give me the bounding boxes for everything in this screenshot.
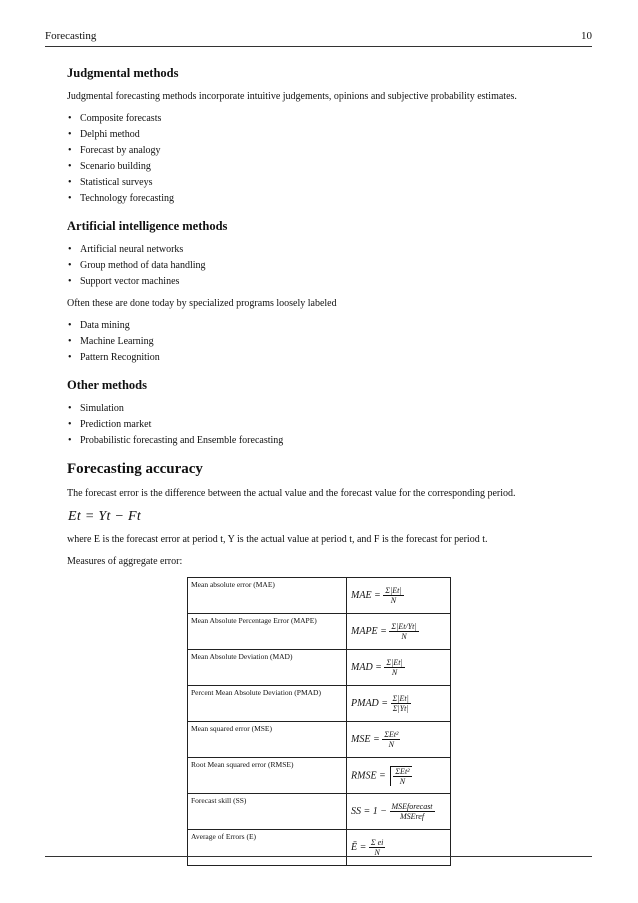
list-item: • Support vector machines: [68, 276, 180, 287]
judgmental-intro: Judgmental forecasting methods incorporate intuitive judgements, opinions and subjective probability estimates.: [67, 91, 517, 102]
judgmental-list: [67, 112, 567, 205]
running-header: [45, 30, 592, 47]
table-row: [188, 794, 451, 830]
list-item: • Pattern Recognition: [68, 352, 160, 363]
list-item: • Delphi method: [68, 129, 140, 140]
table-row: [188, 830, 451, 866]
ai-list: [67, 243, 567, 288]
table-row: [188, 650, 451, 686]
measure-name: Mean Absolute Percentage Error (MAPE): [188, 614, 347, 650]
table-row: [188, 686, 451, 722]
measure-name: Mean squared error (MSE): [188, 722, 347, 758]
error-measures-table: [187, 577, 451, 866]
other-list: [67, 402, 567, 447]
measure-name: Root Mean squared error (RMSE): [188, 758, 347, 794]
measure-formula: MAD = $\frac{\Sigma|Et|}{N}$: [347, 650, 451, 686]
accuracy-intro: The forecast error is the difference between the actual value and the forecast value for the corresponding period.: [67, 488, 516, 499]
measure-name: Average of Errors (E): [188, 830, 347, 866]
table-row: [188, 578, 451, 614]
list-item: • Composite forecasts: [68, 113, 162, 124]
ai-note: Often these are done today by specialized programs loosely labeled: [67, 298, 337, 309]
list-item: • Simulation: [68, 403, 124, 414]
other-heading: Other methods: [67, 378, 147, 392]
measure-formula: RMSE = $\frac{\text{ΣEt²}}{N}$: [347, 758, 451, 794]
measure-formula: MAE = $\frac{\Sigma|Et|}{N}$: [347, 578, 451, 614]
other-section: [67, 378, 567, 447]
list-item: • Prediction market: [68, 419, 152, 430]
list-item: • Data mining: [68, 320, 130, 331]
measure-formula: MSE = $\frac{\text{ΣEt²}}{N}$: [347, 722, 451, 758]
measure-formula: SS = 1 − $\frac{\text{MSEforecast}}{\text{MSEref}}$: [347, 794, 451, 830]
list-item: • Technology forecasting: [68, 193, 174, 204]
list-item: • Artificial neural networks: [68, 244, 184, 255]
judgmental-heading: Judgmental methods: [67, 66, 179, 80]
ai-heading: Artificial intelligence methods: [67, 219, 228, 233]
sqrt-sign: $\frac{\text{ΣEt²}}{N}$: [390, 766, 411, 786]
ai-list-2: [67, 319, 567, 364]
header-title: Forecasting: [45, 30, 97, 42]
measures-label: Measures of aggregate error:: [67, 556, 183, 567]
accuracy-where: where E is the forecast error at period t, Y is the actual value at period t, and F is the forecast for period t.: [67, 534, 488, 545]
table-row: [188, 722, 451, 758]
measure-name: Mean absolute error (MAE): [188, 578, 347, 614]
measure-name: Forecast skill (SS): [188, 794, 347, 830]
measure-name: Percent Mean Absolute Deviation (PMAD): [188, 686, 347, 722]
list-item: • Machine Learning: [68, 336, 154, 347]
page-content: [67, 66, 567, 866]
accuracy-heading: Forecasting accuracy: [67, 461, 203, 477]
measure-formula: MAPE = $\frac{\Sigma|Et/Yt|}{N}$: [347, 614, 451, 650]
list-item: • Scenario building: [68, 161, 151, 172]
list-item: • Group method of data handling: [68, 260, 206, 271]
table-row: [188, 758, 451, 794]
accuracy-section: [67, 461, 567, 866]
measure-formula: Ē = $\frac{\text{Σ ei}}{N}$: [347, 830, 451, 866]
forecast-error-formula: Et = Yt − Ft: [68, 509, 142, 524]
list-item: • Statistical surveys: [68, 177, 153, 188]
page-number: 10: [581, 30, 592, 42]
footer-rule: [45, 856, 592, 857]
list-item: • Probabilistic forecasting and Ensemble forecasting: [68, 435, 284, 446]
measure-formula: PMAD = $\frac{\Sigma|Et|}{\Sigma|Yt|}$: [347, 686, 451, 722]
ai-section: [67, 219, 567, 364]
measure-name: Mean Absolute Deviation (MAD): [188, 650, 347, 686]
list-item: • Forecast by analogy: [68, 145, 161, 156]
judgmental-section: [67, 66, 567, 205]
table-row: [188, 614, 451, 650]
